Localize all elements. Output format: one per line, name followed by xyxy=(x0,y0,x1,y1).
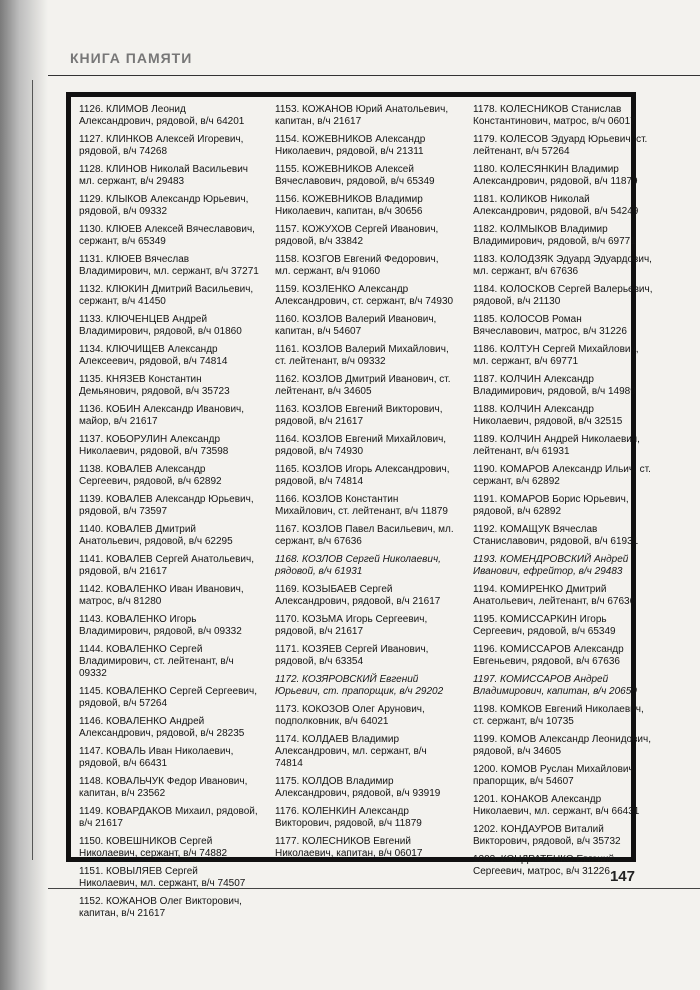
list-entry: 1186. КОЛТУН Сергей Михайлович, мл. сержант, в/ч 69771 xyxy=(473,344,639,367)
list-entry: 1160. КОЗЛОВ Валерий Иванович, капитан, в/ч 54607 xyxy=(275,314,437,337)
list-entry: 1157. КОЖУХОВ Сергей Иванович, рядовой, в/ч 33842 xyxy=(275,224,439,247)
list-entry: 1152. КОЖАНОВ Олег Викторович, капитан, в/ч 21617 xyxy=(79,896,242,919)
column-2 xyxy=(275,104,455,866)
list-entry: 1153. КОЖАНОВ Юрий Анатольевич, капитан, в/ч 21617 xyxy=(275,104,449,127)
list-entry: 1185. КОЛОСОВ Роман Вячеславович, матрос, в/ч 31226 xyxy=(473,314,627,337)
list-entry: 1158. КОЗГОВ Евгений Федорович, мл. сержант, в/ч 91060 xyxy=(275,254,439,277)
list-entry: 1135. КНЯЗЕВ Константин Демьянович, рядовой, в/ч 35723 xyxy=(79,374,230,397)
previous-page-edge xyxy=(0,80,33,860)
list-entry: 1200. КОМОВ Руслан Михайлович, прапорщик, в/ч 54607 xyxy=(473,764,637,787)
list-entry: 1194. КОМИРЕНКО Дмитрий Анатольевич, лейтенант, в/ч 67636 xyxy=(473,584,636,607)
list-entry: 1189. КОЛЧИН Андрей Николаевич, лейтенант, в/ч 61931 xyxy=(473,434,640,457)
list-entry: 1177. КОЛЕСНИКОВ Евгений Николаевич, капитан, в/ч 06017 xyxy=(275,836,423,859)
list-entry: 1165. КОЗЛОВ Игорь Александрович, рядовой, в/ч 74814 xyxy=(275,464,450,487)
column-1 xyxy=(79,104,259,926)
list-entry: 1183. КОЛОДЗЯК Эдуард Эдуардович, мл. сержант, в/ч 67636 xyxy=(473,254,652,277)
list-entry: 1173. КОКОЗОВ Олег Арунович, подполковник, в/ч 64021 xyxy=(275,704,425,727)
list-entry: 1192. КОМАЩУК Вячеслав Станиславович, рядовой, в/ч 61931 xyxy=(473,524,639,547)
list-entry: 1196. КОМИССАРОВ Александр Евгеньевич, рядовой, в/ч 67636 xyxy=(473,644,624,667)
list-entry: 1127. КЛИНКОВ Алексей Игоревич, рядовой, в/ч 74268 xyxy=(79,134,244,157)
list-entry: 1143. КОВАЛЕНКО Игорь Владимирович, рядовой, в/ч 09332 xyxy=(79,614,242,637)
list-entry: 1161. КОЗЛОВ Валерий Михайлович, ст. лейтенант, в/ч 09332 xyxy=(275,344,449,367)
list-entry: 1166. КОЗЛОВ Константин Михайлович, ст. лейтенант, в/ч 11879 xyxy=(275,494,448,517)
list-entry: 1147. КОВАЛЬ Иван Николаевич, рядовой, в/ч 66431 xyxy=(79,746,234,769)
list-entry: 1171. КОЗЯЕВ Сергей Иванович, рядовой, в/ч 63354 xyxy=(275,644,429,667)
list-entry: 1179. КОЛЕСОВ Эдуард Юрьевич, ст. лейтенант, в/ч 57264 xyxy=(473,134,648,157)
list-entry: 1155. КОЖЕВНИКОВ Алексей Вячеславович, рядовой, в/ч 65349 xyxy=(275,164,435,187)
list-entry: 1163. КОЗЛОВ Евгений Викторович, рядовой, в/ч 21617 xyxy=(275,404,443,427)
list-entry: 1139. КОВАЛЕВ Александр Юрьевич, рядовой, в/ч 73597 xyxy=(79,494,254,517)
list-entry: 1128. КЛИНОВ Николай Васильевич мл. сержант, в/ч 29483 xyxy=(79,164,249,187)
list-entry: 1203. КОНДРАТЕНКО Евгений Сергеевич, матрос, в/ч 31226 xyxy=(473,854,615,877)
header-rule xyxy=(48,75,700,76)
list-entry: 1150. КОВЕШНИКОВ Сергей Николаевич, сержант, в/ч 74882 xyxy=(79,836,228,859)
list-entry: 1132. КЛЮКИН Дмитрий Васильевич, сержант, в/ч 41450 xyxy=(79,284,254,307)
list-entry: 1134. КЛЮЧИЩЕВ Александр Алексеевич, рядовой, в/ч 74814 xyxy=(79,344,228,367)
list-entry: 1193. КОМЕНДРОВСКИЙ Андрей Иванович, ефрейтор, в/ч 29483 xyxy=(473,554,629,577)
footer-rule xyxy=(48,888,700,889)
list-entry: 1154. КОЖЕВНИКОВ Александр Николаевич, рядовой, в/ч 21311 xyxy=(275,134,426,157)
list-entry: 1133. КЛЮЧЕНЦЕВ Андрей Владимирович, рядовой, в/ч 01860 xyxy=(79,314,242,337)
list-entry: 1198. КОМКОВ Евгений Николаевич, ст. сержант, в/ч 10735 xyxy=(473,704,644,727)
list-entry: 1190. КОМАРОВ Александр Ильич, ст. сержант, в/ч 62892 xyxy=(473,464,651,487)
list-entry: 1159. КОЗЛЕНКО Александр Александрович, ст. сержант, в/ч 74930 xyxy=(275,284,454,307)
list-entry: 1136. КОБИН Александр Иванович, майор, в/ч 21617 xyxy=(79,404,245,427)
list-entry: 1197. КОМИССАРОВ Андрей Владимирович, капитан, в/ч 20650 xyxy=(473,674,637,697)
list-entry: 1144. КОВАЛЕНКО Сергей Владимирович, ст. лейтенант, в/ч 09332 xyxy=(79,644,234,679)
list-entry: 1170. КОЗЬМА Игорь Сергеевич, рядовой, в/ч 21617 xyxy=(275,614,428,637)
list-entry: 1156. КОЖЕВНИКОВ Владимир Николаевич, капитан, в/ч 30656 xyxy=(275,194,423,217)
list-entry: 1140. КОВАЛЕВ Дмитрий Анатольевич, рядовой, в/ч 62295 xyxy=(79,524,233,547)
list-entry: 1151. КОВЫЛЯЕВ Сергей Николаевич, мл. сержант, в/ч 74507 xyxy=(79,866,246,889)
list-entry: 1146. КОВАЛЕНКО Андрей Александрович, рядовой, в/ч 28235 xyxy=(79,716,245,739)
list-entry: 1187. КОЛЧИН Александр Владимирович, рядовой, в/ч 14989 xyxy=(473,374,636,397)
list-entry: 1162. КОЗЛОВ Дмитрий Иванович, ст. лейтенант, в/ч 34605 xyxy=(275,374,451,397)
list-entry: 1137. КОБОРУЛИН Александр Николаевич, рядовой, в/ч 73598 xyxy=(79,434,229,457)
column-3 xyxy=(473,104,653,884)
list-entry: 1145. КОВАЛЕНКО Сергей Сергеевич, рядовой, в/ч 57264 xyxy=(79,686,257,709)
list-entry: 1184. КОЛОСКОВ Сергей Валерьевич, рядовой, в/ч 21130 xyxy=(473,284,653,307)
list-entry: 1195. КОМИССАРКИН Игорь Сергеевич, рядовой, в/ч 65349 xyxy=(473,614,616,637)
list-entry: 1176. КОЛЕНКИН Александр Викторович, рядовой, в/ч 11879 xyxy=(275,806,422,829)
list-entry: 1148. КОВАЛЬЧУК Федор Иванович, капитан, в/ч 23562 xyxy=(79,776,248,799)
list-entry: 1191. КОМАРОВ Борис Юрьевич, рядовой, в/ч 62892 xyxy=(473,494,629,517)
list-entry: 1130. КЛЮЕВ Алексей Вячеславович, сержант, в/ч 65349 xyxy=(79,224,255,247)
list-entry: 1175. КОЛДОВ Владимир Александрович, рядовой, в/ч 93919 xyxy=(275,776,441,799)
list-entry: 1126. КЛИМОВ Леонид Александрович, рядовой, в/ч 64201 xyxy=(79,104,245,127)
list-entry: 1199. КОМОВ Александр Леонидович, рядовой, в/ч 34605 xyxy=(473,734,651,757)
list-entry: 1172. КОЗЯРОВСКИЙ Евгений Юрьевич, ст. прапорщик, в/ч 29202 xyxy=(275,674,444,697)
list-entry: 1149. КОВАРДАКОВ Михаил, рядовой, в/ч 21617 xyxy=(79,806,258,829)
list-entry: 1168. КОЗЛОВ Сергей Николаевич, рядовой, в/ч 61931 xyxy=(275,554,441,577)
list-entry: 1131. КЛЮЕВ Вячеслав Владимирович, мл. сержант, в/ч 37271 xyxy=(79,254,259,277)
list-entry: 1174. КОЛДАЕВ Владимир Александрович, мл. сержант, в/ч 74814 xyxy=(275,734,427,769)
list-entry: 1169. КОЗЫБАЕВ Сергей Александрович, рядовой, в/ч 21617 xyxy=(275,584,441,607)
list-entry: 1164. КОЗЛОВ Евгений Михайлович, рядовой, в/ч 74930 xyxy=(275,434,447,457)
list-entry: 1201. КОНАКОВ Александр Николаевич, мл. сержант, в/ч 66431 xyxy=(473,794,640,817)
list-entry: 1181. КОЛИКОВ Николай Александрович, рядовой, в/ч 54249 xyxy=(473,194,639,217)
list-entry: 1142. КОВАЛЕНКО Иван Иванович, матрос, в/ч 81280 xyxy=(79,584,244,607)
list-entry: 1182. КОЛМЫКОВ Владимир Владимирович, рядовой, в/ч 69771 xyxy=(473,224,636,247)
page-number: 147 xyxy=(609,868,635,885)
list-entry: 1178. КОЛЕСНИКОВ Станислав Константинович, матрос, в/ч 06017 xyxy=(473,104,636,127)
list-entry: 1129. КЛЫКОВ Александр Юрьевич, рядовой, в/ч 09332 xyxy=(79,194,249,217)
list-entry: 1167. КОЗЛОВ Павел Васильевич, мл. сержант, в/ч 67636 xyxy=(275,524,454,547)
list-entry: 1138. КОВАЛЕВ Александр Сергеевич, рядовой, в/ч 62892 xyxy=(79,464,222,487)
list-entry: 1202. КОНДАУРОВ Виталий Викторович, рядовой, в/ч 35732 xyxy=(473,824,621,847)
list-entry: 1188. КОЛЧИН Александр Николаевич, рядовой, в/ч 32515 xyxy=(473,404,623,427)
page-header-title: КНИГА ПАМЯТИ xyxy=(70,50,193,66)
list-entry: 1141. КОВАЛЕВ Сергей Анатольевич, рядовой, в/ч 21617 xyxy=(79,554,254,577)
list-entry: 1180. КОЛЕСЯНКИН Владимир Александрович, рядовой, в/ч 11879 xyxy=(473,164,638,187)
